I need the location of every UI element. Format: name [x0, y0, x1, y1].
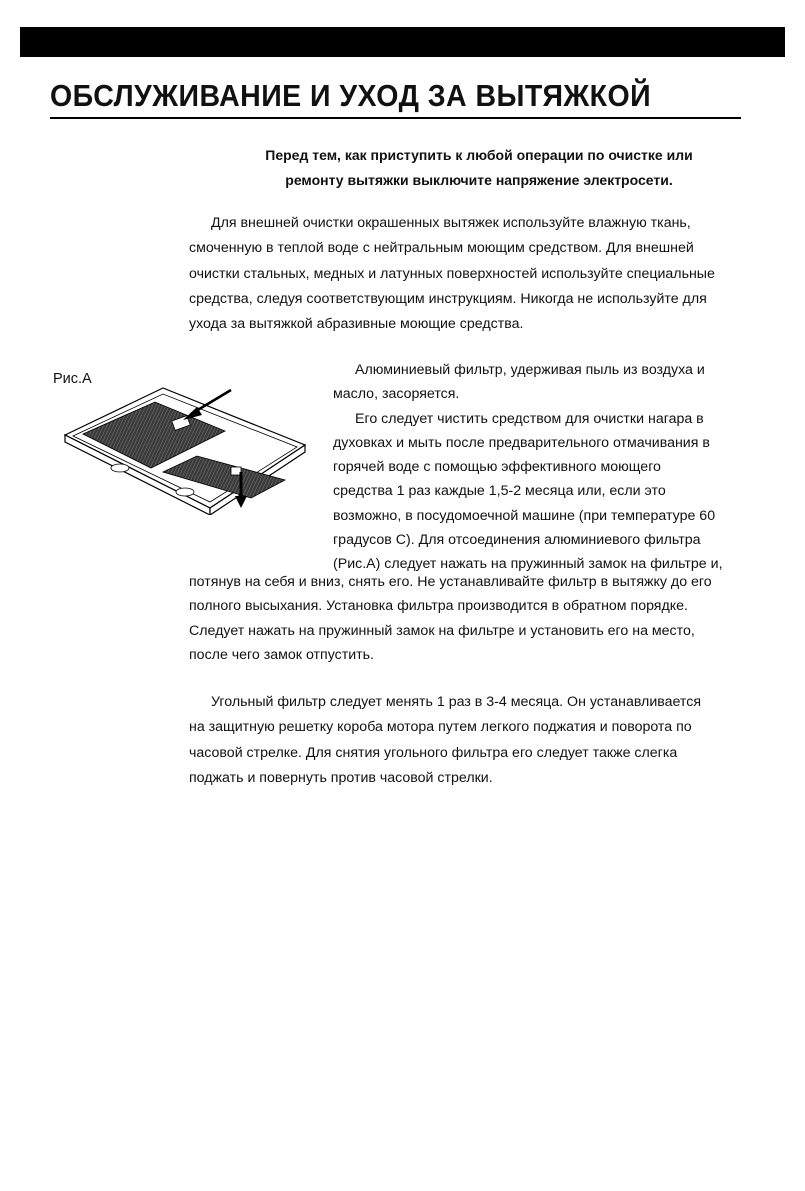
- carbon-filter-paragraph: [189, 690, 759, 791]
- text-line: смоченную в теплой воде с нейтральным моющим средством. Для внешней: [189, 240, 694, 257]
- filter-removal-illustration: [55, 380, 315, 515]
- text-line: часовой стрелке. Для снятия угольного фильтра его следует также слегка: [189, 744, 678, 761]
- warning-line: ремонту вытяжки выключите напряжение электросети.: [285, 172, 673, 188]
- text-line: средства, следуя соответствующим инструкциям. Никогда не используйте для: [189, 290, 707, 307]
- text-line: Его следует чистить средством для очистки нагара в: [355, 410, 704, 427]
- text-line: на защитную решетку короба мотора путем легкого поджатия и поворота по: [189, 719, 692, 736]
- text-line: полного высыхания. Установка фильтра производится в обратном порядке.: [189, 598, 688, 615]
- title-underline: [50, 117, 741, 119]
- text-line: (Рис.А) следует нажать на пружинный замок на фильтре и,: [333, 556, 723, 573]
- safety-warning: [190, 143, 768, 193]
- text-line: поджать и повернуть против часовой стрелки.: [189, 769, 493, 786]
- warning-line: Перед тем, как приступить к любой операции по очистке или: [265, 147, 693, 163]
- text-line: очистки стальных, медных и латунных поверхностей используйте специальные: [189, 265, 715, 282]
- text-line: Алюминиевый фильтр, удерживая пыль из воздуха и: [355, 362, 705, 378]
- text-line: масло, засоряется.: [333, 386, 460, 403]
- text-line: градусов С). Для отсоединения алюминиевого фильтра: [333, 532, 701, 549]
- aluminium-filter-paragraph-continued: [189, 570, 759, 667]
- text-line: средства 1 раз каждые 1,5-2 месяца или, если это: [333, 483, 666, 500]
- lamp-opening: [111, 464, 129, 472]
- text-line: после чего замок отпустить.: [189, 646, 374, 663]
- text-line: Для внешней очистки окрашенных вытяжек используйте влажную ткань,: [211, 215, 691, 231]
- page-title: ОБСЛУЖИВАНИЕ И УХОД ЗА ВЫТЯЖКОЙ: [50, 78, 652, 113]
- text-line: духовках и мыть после предварительного отмачивания в: [333, 434, 710, 451]
- figure-label: Рис.А: [53, 371, 92, 387]
- lamp-opening: [176, 488, 194, 496]
- text-line: Угольный фильтр следует менять 1 раз в 3-4 месяца. Он устанавливается: [211, 694, 702, 710]
- aluminium-filter-paragraph: [333, 358, 753, 577]
- header-bar: [20, 27, 785, 57]
- exterior-cleaning-paragraph: [189, 211, 749, 337]
- text-line: потянув на себя и вниз, снять его. Не устанавливайте фильтр в вытяжку до его: [189, 574, 712, 590]
- text-line: горячей воде с помощью эффективного моющего: [333, 459, 661, 476]
- text-line: возможно, в посудомоечной машине (при температуре 60: [333, 507, 716, 524]
- text-line: ухода за вытяжкой абразивные моющие средства.: [189, 316, 524, 333]
- text-line: Следует нажать на пружинный замок на фильтре и установить его на место,: [189, 622, 695, 639]
